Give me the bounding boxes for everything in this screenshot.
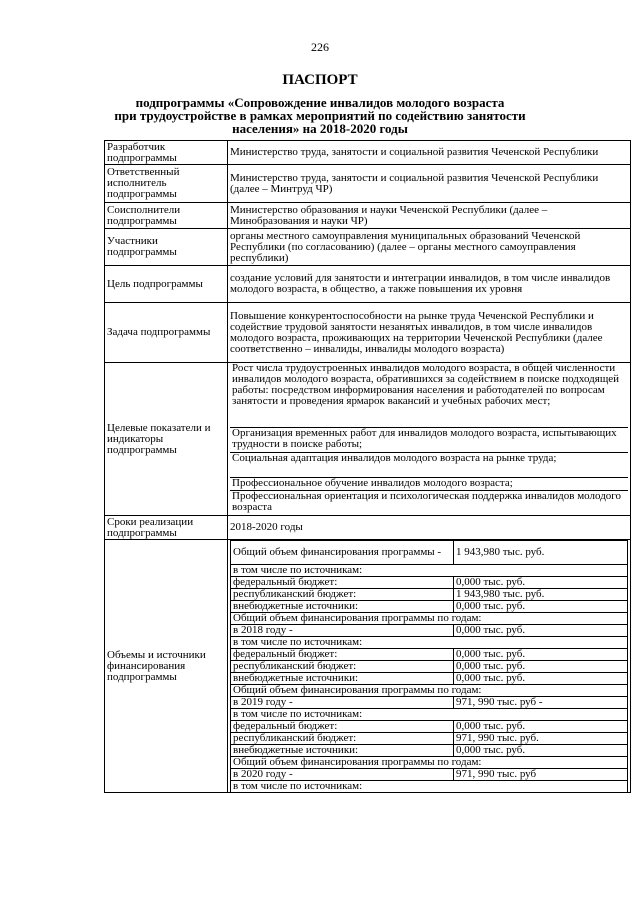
funding-heading: в том числе по источникам: — [231, 709, 628, 721]
row-label: Задача подпрограммы — [105, 303, 228, 363]
row-value: Министерство труда, занятости и социальной развития Чеченской Республики — [228, 141, 631, 165]
table-row — [105, 266, 631, 303]
funding-line — [231, 721, 628, 733]
page-number: 226 — [311, 40, 329, 54]
list-item: Рост числа трудоустроенных инвалидов молодого возраста, в общей численности инвалидов молодого возраста, обратившихся за содействием в поиске подходящей работы: посредством информирования населения и работодателей по вопросам занятости и проведения ярмарок вакансий и учебных рабочих мест; — [230, 363, 628, 428]
row-label: Соисполнители подпрограммы — [105, 203, 228, 229]
list-item: Профессиональное обучение инвалидов молодого возраста; — [230, 478, 628, 491]
funding-value: 0,000 тыс. руб. — [454, 721, 628, 733]
funding-line — [231, 541, 628, 565]
funding-line — [231, 661, 628, 673]
funding-value: 1 943,980 тыс. руб. — [454, 541, 628, 565]
funding-value: 971, 990 тыс. руб. — [454, 733, 628, 745]
funding-value: 0,000 тыс. руб. — [454, 661, 628, 673]
funding-value: 0,000 тыс. руб. — [454, 577, 628, 589]
row-label: Ответственный исполнитель подпрограммы — [105, 165, 228, 203]
row-label: Разработчик подпрограммы — [105, 141, 228, 165]
row-label: Целевые показатели и индикаторы подпрограммы — [105, 363, 228, 516]
funding-key: республиканский бюджет: — [231, 661, 454, 673]
funding-heading: Общий объем финансирования программы по годам: — [231, 757, 628, 769]
funding-key: федеральный бюджет: — [231, 649, 454, 661]
funding-line — [231, 577, 628, 589]
funding-value: 0,000 тыс. руб. — [454, 673, 628, 685]
row-label: Сроки реализации подпрограммы — [105, 516, 228, 540]
funding-line — [231, 601, 628, 613]
funding-line — [231, 697, 628, 709]
funding-value: 0,000 тыс. руб. — [454, 649, 628, 661]
funding-key: внебюджетные источники: — [231, 601, 454, 613]
funding-line — [231, 757, 628, 769]
funding-line — [231, 565, 628, 577]
funding-line — [231, 685, 628, 697]
funding-value: 0,000 тыс. руб. — [454, 625, 628, 637]
funding-table — [230, 540, 628, 792]
subtitle-line: при трудоустройстве в рамках мероприятий по содействию занятости — [114, 108, 526, 123]
list-item: Профессиональная ориентация и психологическая поддержка инвалидов молодого возраста — [232, 490, 622, 513]
funding-heading: в том числе по источникам: — [231, 637, 628, 649]
funding-line — [231, 625, 628, 637]
funding-line — [231, 709, 628, 721]
funding-key: внебюджетные источники: — [231, 673, 454, 685]
row-value: Министерство труда, занятости и социальной развития Чеченской Республики (далее – Минтруд ЧР) — [228, 165, 631, 203]
funding-key: федеральный бюджет: — [231, 721, 454, 733]
funding-line — [231, 649, 628, 661]
row-label: Участники подпрограммы — [105, 229, 228, 266]
funding-line — [231, 589, 628, 601]
table-row — [105, 141, 631, 165]
funding-key: внебюджетные источники: — [231, 745, 454, 757]
table-row — [105, 229, 631, 266]
table-row — [105, 540, 631, 793]
indicators-list — [228, 363, 631, 516]
funding-line — [231, 613, 628, 625]
funding-value: 971, 990 тыс. руб — [454, 769, 628, 781]
list-item: Организация временных работ для инвалидов молодого возраста, испытывающих трудности в поиске работы; — [230, 428, 628, 453]
funding-key: в 2019 году - — [231, 697, 454, 709]
funding-line — [231, 733, 628, 745]
funding-value: 1 943,980 тыс. руб. — [454, 589, 628, 601]
row-value: Повышение конкурентоспособности на рынке труда Чеченской Республики и содействие трудовой занятости незанятых инвалидов, в том числе инвалидов молодого возраста, проживающих на территории Чеченской Республики (далее соответственно – инвалиды, инвалиды молодого возраста) — [228, 303, 631, 363]
funding-key: в 2018 году - — [231, 625, 454, 637]
row-value: 2018-2020 годы — [228, 516, 631, 540]
row-value: органы местного самоуправления муниципальных образований Чеченской Республики (по согласованию) (далее – органы местного самоуправления республики) — [228, 229, 631, 266]
table-row — [105, 203, 631, 229]
funding-key: республиканский бюджет: — [231, 589, 454, 601]
row-value: Министерство образования и науки Чеченской Республики (далее – Минобразования и науки ЧР) — [228, 203, 631, 229]
funding-line — [231, 745, 628, 757]
funding-line — [231, 673, 628, 685]
funding-heading: Общий объем финансирования программы по годам: — [231, 685, 628, 697]
funding-key: федеральный бюджет: — [231, 577, 454, 589]
subtitle-line: населения» на 2018-2020 годы — [232, 121, 408, 136]
funding-key: республиканский бюджет: — [231, 733, 454, 745]
funding-value: 971, 990 тыс. руб - — [454, 697, 628, 709]
funding-line — [231, 781, 628, 793]
list-item: Социальная адаптация инвалидов молодого возраста на рынке труда; — [230, 453, 628, 478]
table-row — [105, 303, 631, 363]
funding-value: 0,000 тыс. руб. — [454, 745, 628, 757]
funding-heading: Общий объем финансирования программы по годам: — [231, 613, 628, 625]
table-row — [105, 516, 631, 540]
passport-table — [104, 140, 631, 793]
row-label: Объемы и источники финансирования подпрограммы — [105, 540, 228, 793]
funding-heading: в том числе по источникам: — [231, 781, 628, 793]
table-row — [105, 165, 631, 203]
row-value: создание условий для занятости и интеграции инвалидов, в том числе инвалидов молодого возраста, в общество, а также повышения их уровня — [228, 266, 631, 303]
table-row — [105, 363, 631, 516]
row-label: Цель подпрограммы — [105, 266, 228, 303]
funding-details — [228, 540, 631, 793]
subtitle-line: подпрограммы «Сопровождение инвалидов молодого возраста — [135, 95, 505, 110]
document-title: ПАСПОРТ — [282, 72, 358, 88]
funding-key: в 2020 году - — [231, 769, 454, 781]
funding-heading: в том числе по источникам: — [231, 565, 628, 577]
funding-line — [231, 769, 628, 781]
document-subtitle — [110, 96, 530, 135]
funding-line — [231, 637, 628, 649]
funding-value: 0,000 тыс. руб. — [454, 601, 628, 613]
funding-key: Общий объем финансирования программы - — [231, 541, 454, 565]
